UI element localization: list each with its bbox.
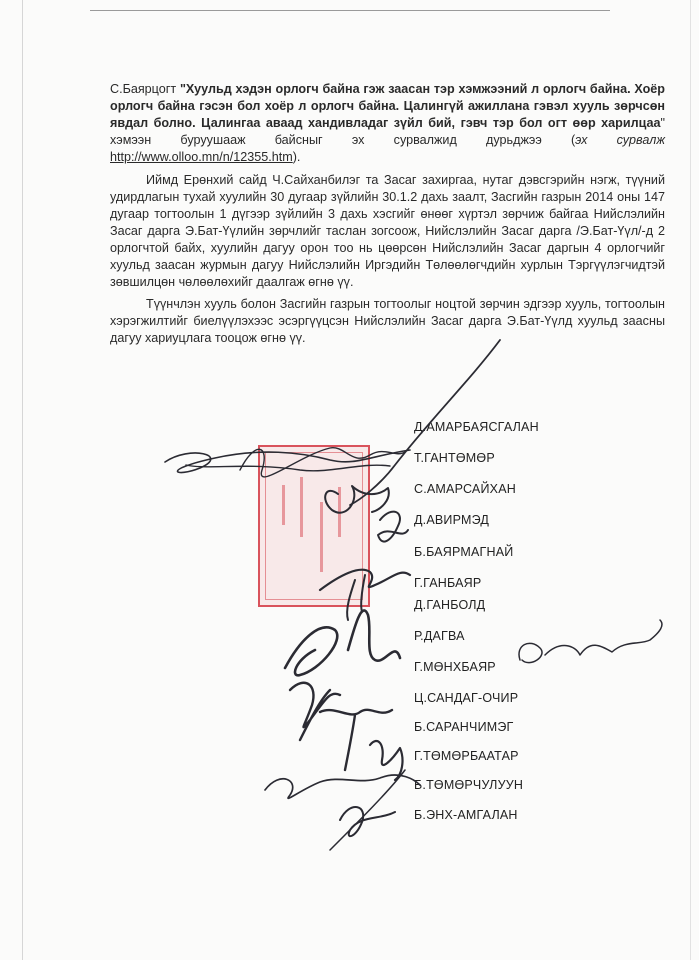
signature-stroke bbox=[330, 770, 405, 850]
signer-name: Б.ЭНХ-АМГАЛАН bbox=[414, 808, 518, 822]
signer-name: Д.ГАНБОЛД bbox=[414, 598, 486, 612]
quote-lead: С.Баярцогт bbox=[110, 82, 180, 96]
signer-name: Т.ГАНТӨМӨР bbox=[414, 451, 495, 465]
signer-name: Г.МӨНХБАЯР bbox=[414, 660, 496, 674]
signer-name: Д.АВИРМЭД bbox=[414, 513, 490, 527]
signer-name: Р.ДАГВА bbox=[414, 629, 465, 643]
quote-middle-text: " хэмээн буруушааж байсныг эх сурвалжид дурьджээ ( bbox=[110, 116, 665, 147]
signer-name: Д.АМАРБАЯСГАЛАН bbox=[414, 420, 539, 434]
signer-name: Г.ГАНБАЯР bbox=[414, 576, 482, 590]
signature-stroke bbox=[519, 620, 662, 663]
signature-stroke bbox=[378, 512, 408, 542]
signature-stroke bbox=[325, 486, 389, 513]
signer-name: Б.БАЯРМАГНАЙ bbox=[414, 545, 514, 559]
signer-name: Б.САРАНЧИМЭГ bbox=[414, 720, 514, 734]
source-label: эх сурвалж bbox=[575, 133, 665, 147]
quote-tail: ). bbox=[292, 150, 301, 164]
signature-stroke bbox=[370, 741, 402, 780]
signature-stroke bbox=[285, 610, 400, 675]
signer-name: С.АМАРСАЙХАН bbox=[414, 482, 516, 496]
signature-stroke bbox=[347, 575, 365, 620]
signer-name: Г.ТӨМӨРБААТАР bbox=[414, 749, 519, 763]
signer-name: Ц.САНДАГ-ОЧИР bbox=[414, 691, 519, 705]
signer-name: Б.ТӨМӨРЧУЛУУН bbox=[414, 778, 524, 792]
request-text: Иймд Ерөнхий сайд Ч.Сайханбилэг та Засаг захиргаа, нутаг дэвсгэрийн нэгж, түүний удирдлагын тухай хуулийн 30 дугаар зүйлийн 30.1.2 дахь заалт, Засгийн газрын 2014 оны 147 дугаар тогтоолын 1 дүгээр зүйлийн 3 дахь хэсгийг өнөөг хүртэл зөрчиж байгаа Нийслэлийн Засаг дарга Э.Бат-Үүлийн зөрчлийг таслан зогсоож, Нийслэлийн Засаг дарга /Э.Бат-Үүл/-д 2 орлогчтой байх, хуулийн дагуу орон тоо нь цөөрсөн Нийслэлийн Засаг даргын 4 орлогчийг хуульд заасан журмын дагуу Нийслэлийн Иргэдийн Төлөөлөгчдийн хурлын Тэргүүлэгчидтэй зөвшилцөн чөлөөлөхийг даалгаж өгнө үү. bbox=[110, 173, 665, 289]
source-link[interactable]: http://www.olloo.mn/n/12355.htm bbox=[110, 150, 293, 164]
signature-stroke bbox=[186, 465, 390, 471]
responsibility-text: Түүнчлэн хууль болон Засгийн газрын тогтоолыг ноцтой зөрчин эдгээр хууль, тогтоолын хэрэгжилтийг биелүүлэхээс эсэргүүцсэн Нийслэлийн Засаг дарга Э.Бат-Үүлд хуульд заасны дагуу хариуцлага тооцож өгнө үү. bbox=[110, 297, 665, 345]
signature-stroke bbox=[350, 340, 500, 505]
quote-bold-text: "Хуульд хэдэн орлогч байна гэж заасан тэр хэмжээний л орлогч байна. Хоёр орлогч байна гэсэн бол хоёр л орлогч байна. Цалингүй ажиллана гэвэл хууль зөрчсөн явдал болно. Цалингаа аваад хандивладаг зүйл бий, гэвч тэр бол огт өөр харилцаа bbox=[110, 82, 665, 130]
